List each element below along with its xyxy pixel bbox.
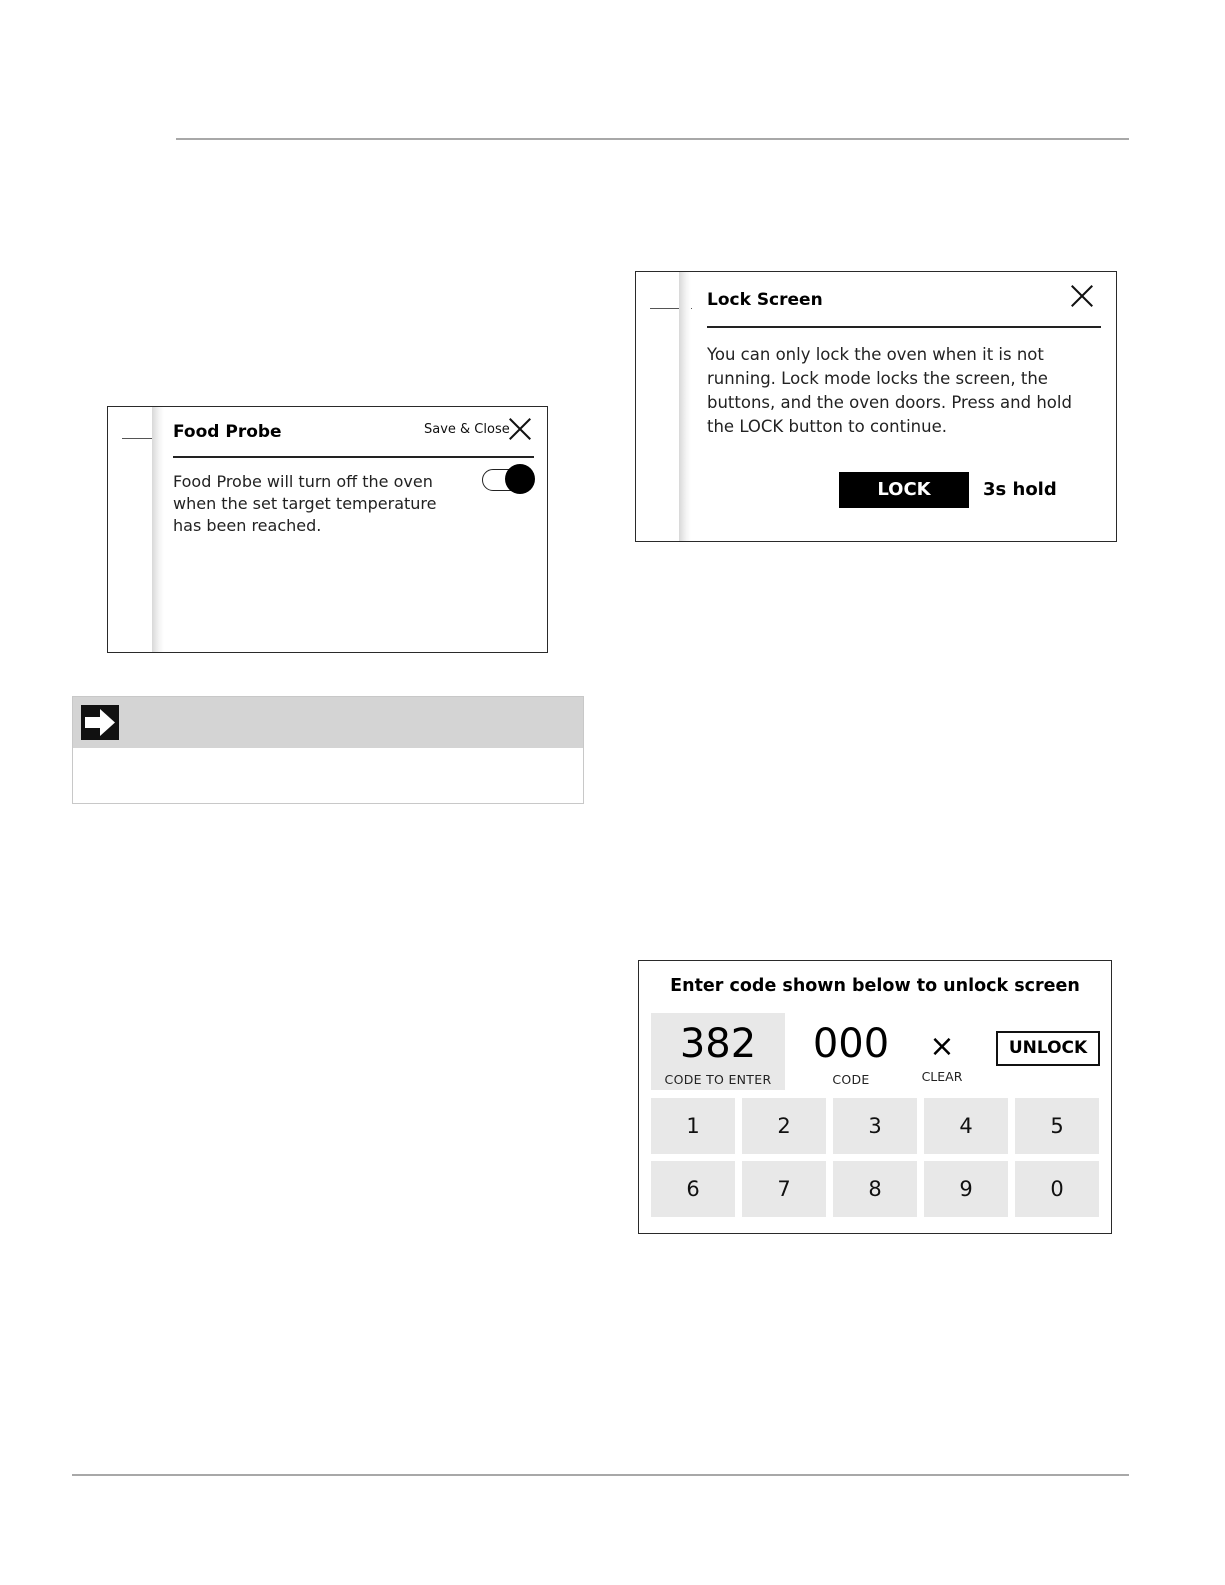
title-divider — [173, 456, 534, 458]
food-probe-toggle[interactable] — [482, 469, 534, 491]
keypad-key-8[interactable]: 8 — [833, 1161, 917, 1217]
keypad-key-0[interactable]: 0 — [1015, 1161, 1099, 1217]
food-probe-screen — [107, 406, 548, 653]
lock-screen-dialog — [635, 271, 1117, 542]
clear-label: CLEAR — [921, 1069, 963, 1084]
code-to-enter-label: CODE TO ENTER — [664, 1072, 772, 1087]
unlock-screen-title: Enter code shown below to unlock screen — [670, 976, 1080, 996]
note-header — [73, 697, 583, 748]
keypad-key-3[interactable]: 3 — [833, 1098, 917, 1154]
unlock-button[interactable]: UNLOCK — [996, 1031, 1100, 1066]
toggle-knob — [505, 464, 535, 494]
header-rule — [176, 138, 1129, 140]
panel-shadow — [679, 272, 691, 541]
entered-code-value: 000 — [812, 1021, 890, 1067]
lock-button[interactable]: LOCK — [839, 472, 969, 508]
unlock-screen-dialog — [638, 960, 1112, 1234]
entered-code-label: CODE — [832, 1072, 870, 1087]
save-close-button[interactable]: Save & Close — [424, 422, 510, 437]
code-to-enter-value: 382 — [679, 1021, 757, 1067]
close-icon[interactable] — [1070, 284, 1094, 308]
note-box — [72, 696, 584, 804]
title-divider — [707, 326, 1101, 328]
footer-rule — [72, 1474, 1129, 1476]
entered-code-display — [784, 1013, 918, 1090]
panel-shadow — [152, 407, 164, 652]
lock-screen-title: Lock Screen — [707, 290, 823, 310]
clear-icon: × — [929, 1029, 955, 1064]
close-icon[interactable] — [508, 417, 532, 441]
code-to-enter-display — [651, 1013, 785, 1090]
keypad-key-1[interactable]: 1 — [651, 1098, 735, 1154]
keypad-key-7[interactable]: 7 — [742, 1161, 826, 1217]
keypad-key-4[interactable]: 4 — [924, 1098, 1008, 1154]
lock-screen-description: You can only lock the oven when it is not running. Lock mode locks the screen, the buttons, and the oven doors. Press and hold the LOCK button to continue. — [707, 345, 1072, 436]
food-probe-description: Food Probe will turn off the oven when the set target temperature has been reached. — [173, 472, 437, 535]
clear-button[interactable] — [907, 1013, 977, 1090]
keypad-key-6[interactable]: 6 — [651, 1161, 735, 1217]
right-arrow-icon — [81, 705, 119, 740]
keypad-key-9[interactable]: 9 — [924, 1161, 1008, 1217]
keypad-key-2[interactable]: 2 — [742, 1098, 826, 1154]
keypad-key-5[interactable]: 5 — [1015, 1098, 1099, 1154]
hold-duration-label: 3s hold — [983, 479, 1057, 500]
food-probe-title: Food Probe — [173, 422, 282, 442]
